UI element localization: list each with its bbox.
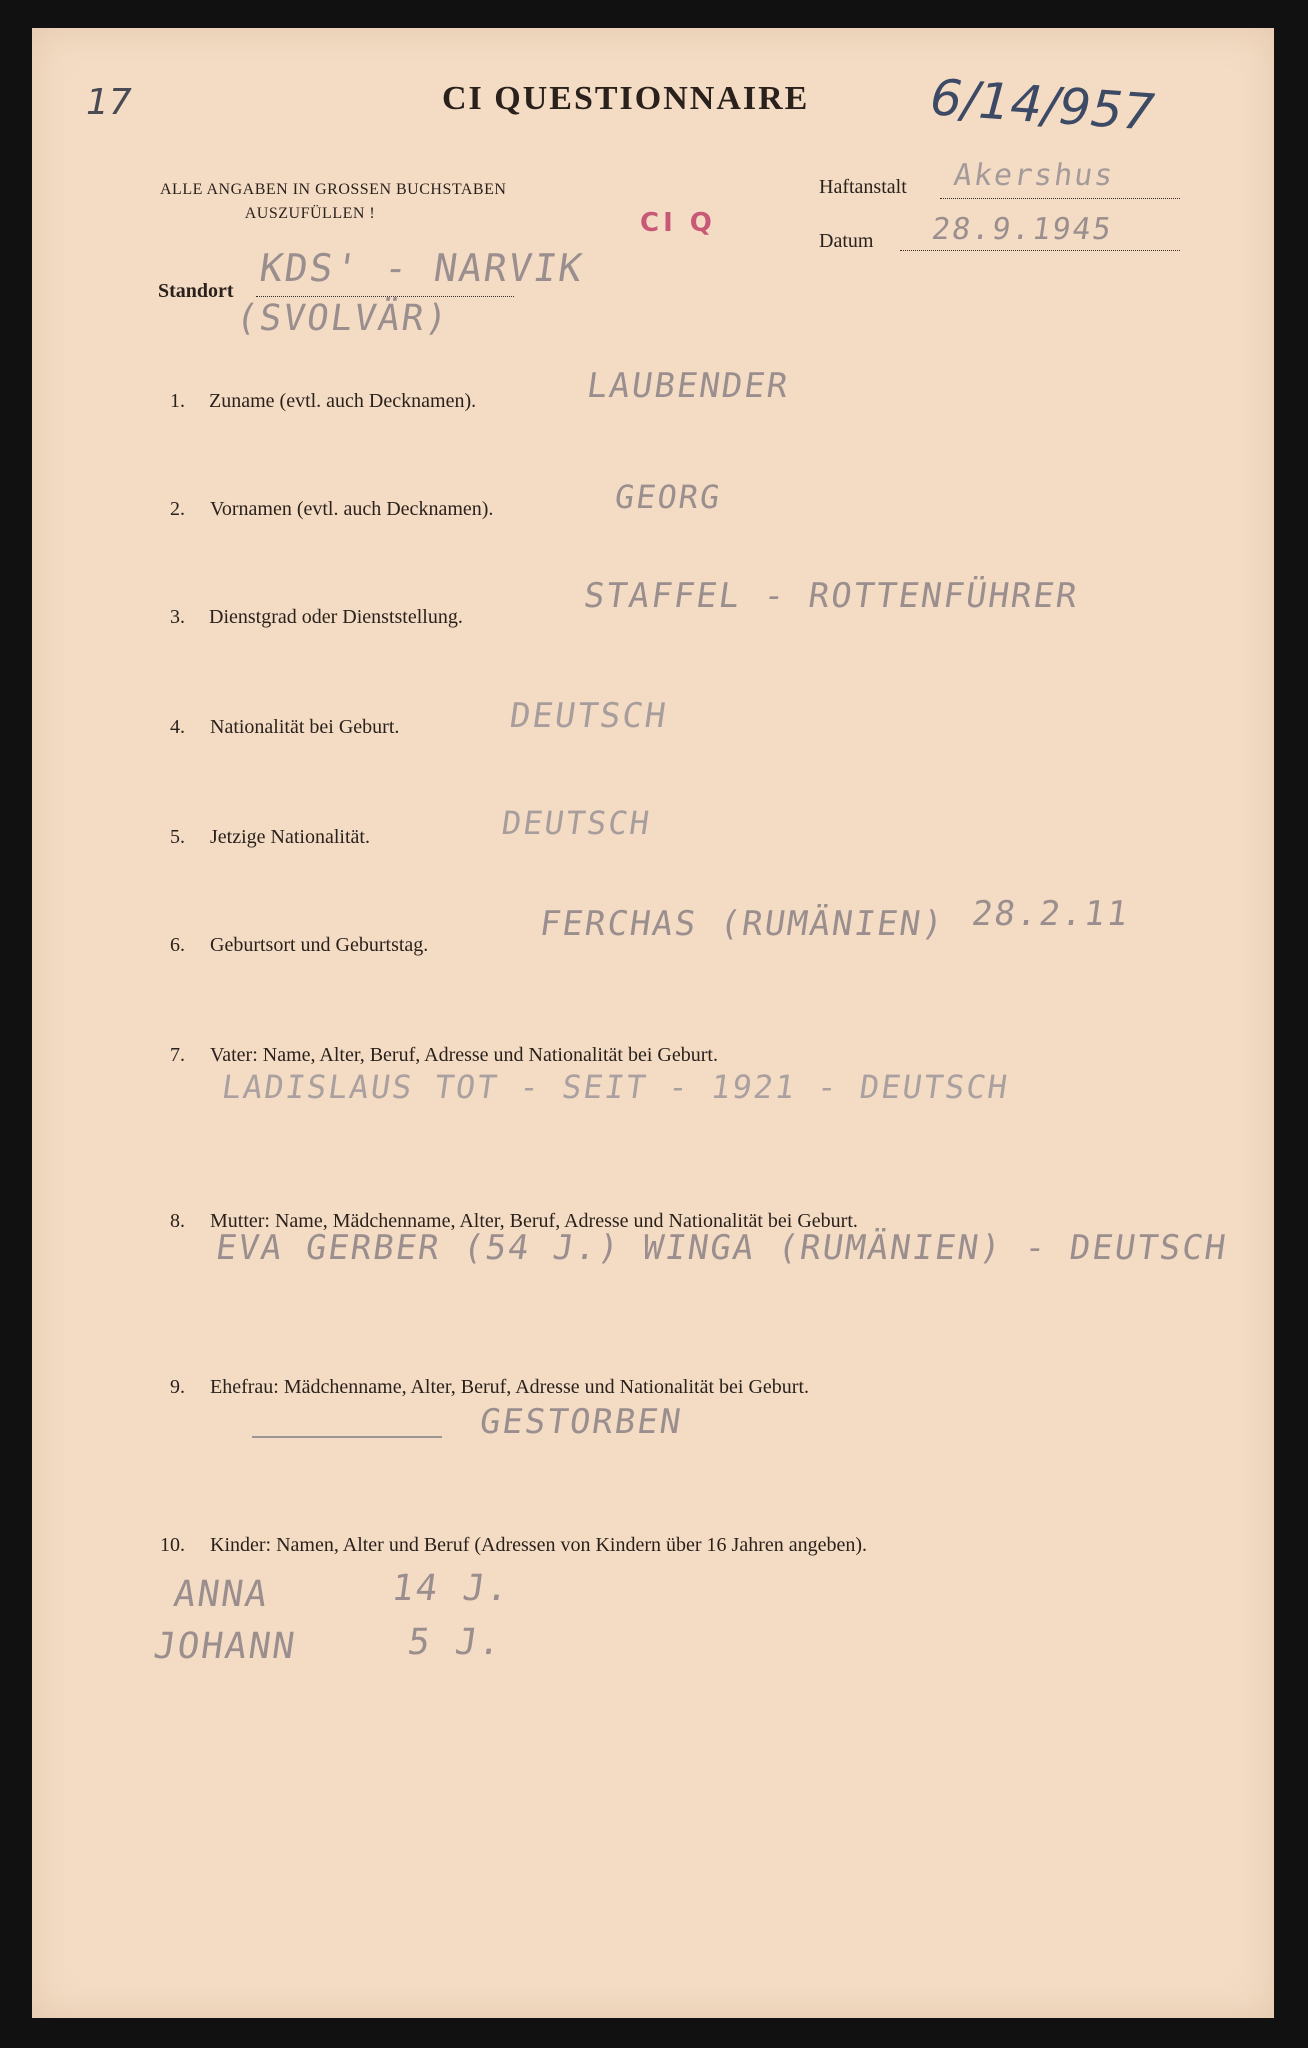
- child-2-name: JOHANN: [151, 1626, 299, 1667]
- q2-number: 2.: [170, 498, 185, 520]
- q2-label: Vornamen (evtl. auch Decknamen).: [210, 498, 494, 520]
- standort-value-2: (SVOLVÄR): [233, 298, 452, 339]
- standort-label: Standort: [158, 280, 234, 302]
- q9-answer: GESTORBEN: [477, 1402, 686, 1442]
- q1-label: Zuname (evtl. auch Decknamen).: [209, 390, 477, 412]
- q6-number: 6.: [170, 934, 185, 956]
- q1-answer: LAUBENDER: [584, 366, 793, 406]
- q4-number: 4.: [170, 716, 185, 738]
- q6-birthdate: 28.2.11: [969, 894, 1133, 934]
- q4-answer: DEUTSCH: [507, 696, 671, 736]
- q6-label: Geburtsort und Geburtstag.: [210, 934, 429, 956]
- q3-answer: STAFFEL - ROTTENFÜHRER: [581, 576, 1082, 616]
- standort-line: [256, 296, 514, 297]
- q8-label: Mutter: Name, Mädchenname, Alter, Beruf, Adresse und Nationalität bei Geburt.: [210, 1210, 858, 1232]
- child-2-age: 5 J.: [405, 1622, 506, 1663]
- q7-answer: LADISLAUS TOT - SEIT - 1921 - DEUTSCH: [219, 1068, 1012, 1106]
- q3-number: 3.: [170, 606, 185, 628]
- instructions: [160, 178, 507, 226]
- q9-label: Ehefrau: Mädchenname, Alter, Beruf, Adresse und Nationalität bei Geburt.: [210, 1376, 810, 1398]
- q4-label: Nationalität bei Geburt.: [210, 716, 400, 738]
- q7-label: Vater: Name, Alter, Beruf, Adresse und Nationalität bei Geburt.: [210, 1044, 718, 1066]
- q6-answer: FERCHAS (RUMÄNIEN): [537, 904, 948, 944]
- q1-number: 1.: [170, 390, 185, 412]
- page-title: CI QUESTIONNAIRE: [442, 80, 810, 117]
- q10-number: 10.: [160, 1534, 185, 1556]
- questionnaire-page: [32, 28, 1274, 2018]
- child-1-age: 14 J.: [389, 1568, 514, 1609]
- datum-value: 28.9.1945: [929, 212, 1116, 247]
- ciq-stamp: CI Q: [640, 208, 716, 238]
- q7-number: 7.: [170, 1044, 185, 1066]
- case-number: 6/14/957: [928, 68, 1157, 142]
- q10-label: Kinder: Namen, Alter und Beruf (Adressen von Kindern über 16 Jahren angeben).: [210, 1534, 868, 1556]
- datum-label: Datum: [819, 230, 874, 252]
- q3-label: Dienstgrad oder Dienststellung.: [209, 606, 463, 628]
- haftanstalt-label: Haftanstalt: [819, 176, 907, 198]
- q5-label: Jetzige Nationalität.: [210, 826, 370, 848]
- datum-line: [900, 250, 1180, 251]
- instructions-line-1: ALLE ANGABEN IN GROSSEN BUCHSTABEN: [160, 181, 507, 198]
- child-1-name: ANNA: [171, 1574, 272, 1615]
- q9-strike-line: [252, 1436, 442, 1438]
- q8-number: 8.: [170, 1210, 185, 1232]
- haftanstalt-line: [940, 198, 1180, 199]
- instructions-line-2: AUSZUFÜLLEN !: [244, 205, 376, 222]
- corner-mark: 17: [86, 82, 132, 123]
- q5-answer: DEUTSCH: [499, 804, 654, 842]
- q5-number: 5.: [170, 826, 185, 848]
- standort-value-1: KDS' - NARVIK: [256, 246, 587, 290]
- q2-answer: GEORG: [612, 478, 724, 516]
- q8-answer: EVA GERBER (54 J.) WINGA (RUMÄNIEN) - DEUTSCH: [213, 1228, 1230, 1268]
- haftanstalt-value: Akershus: [951, 158, 1117, 193]
- q9-number: 9.: [170, 1376, 185, 1398]
